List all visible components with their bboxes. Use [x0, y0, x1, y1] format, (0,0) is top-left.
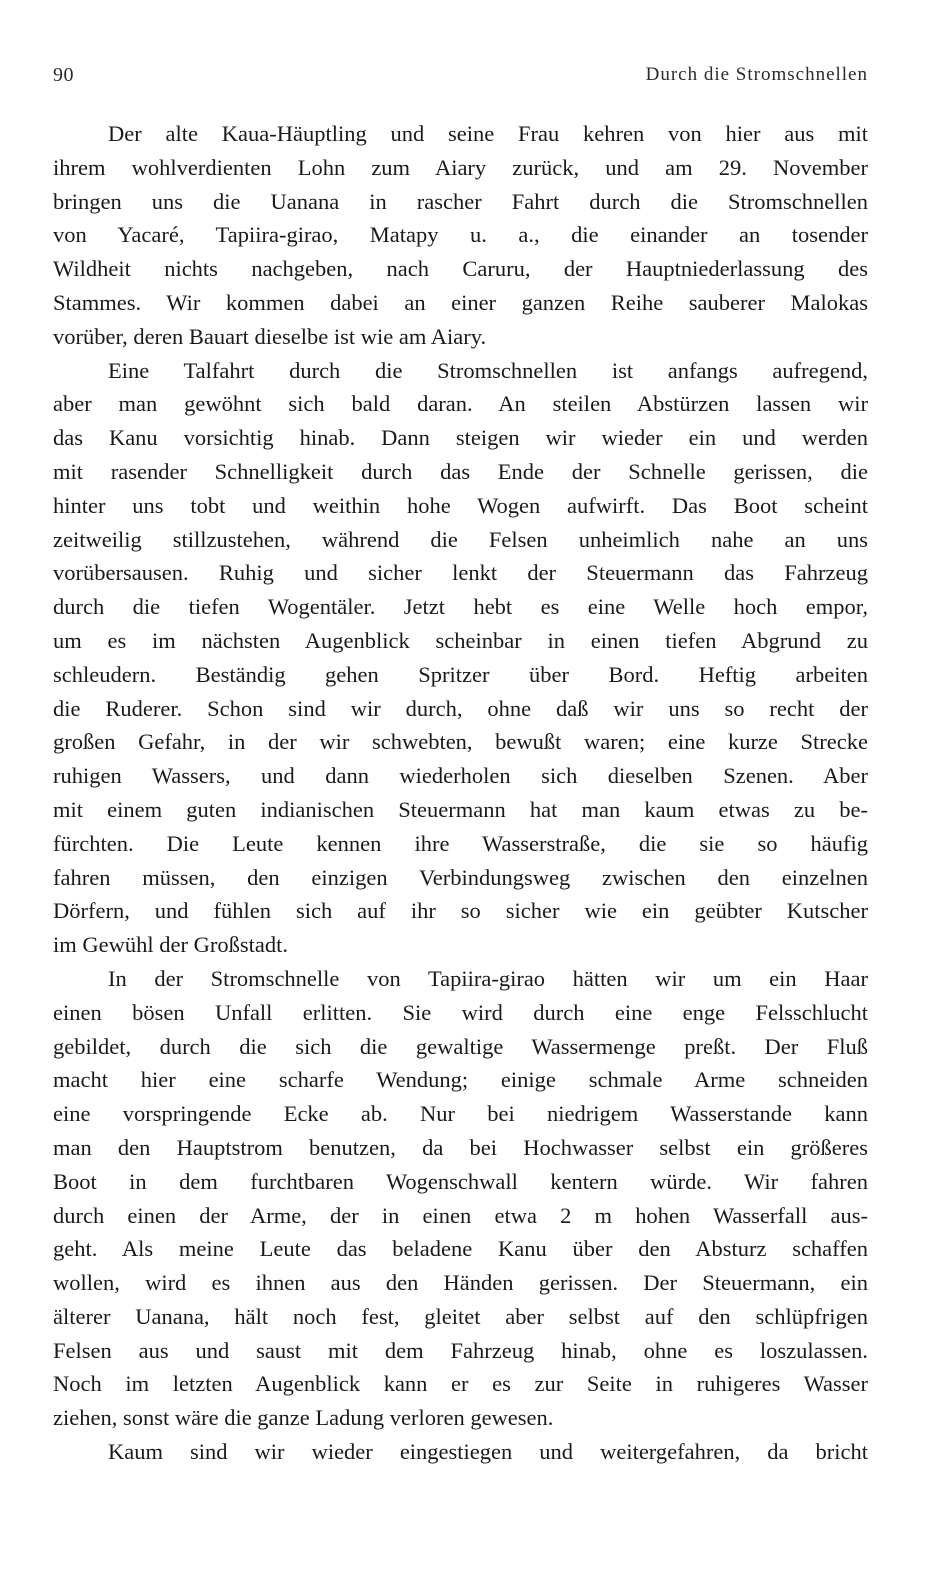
- paragraph: [53, 354, 868, 962]
- text-line: In der Stromschnelle von Tapiira-girao hätten wir um ein Haar: [108, 965, 868, 991]
- text-line: Noch im letzten Augenblick kann er es zur Seite in ruhigeres Wasser: [53, 1371, 868, 1397]
- text-line: ihrem wohlverdienten Lohn zum Aiary zurück, und am 29. November: [53, 154, 868, 180]
- text-line: Wildheit nichts nachgeben, nach Caruru, der Hauptniederlassung des: [53, 256, 868, 282]
- text-line: die Ruderer. Schon sind wir durch, ohne daß wir uns so recht der: [53, 695, 868, 721]
- text-line: vorüber, deren Bauart dieselbe ist wie am Aiary.: [53, 323, 487, 349]
- text-line: älterer Uanana, hält noch fest, gleitet aber selbst auf den schlüpfrigen: [53, 1303, 868, 1329]
- text-line: Felsen aus und saust mit dem Fahrzeug hinab, ohne es loszulassen.: [53, 1337, 868, 1363]
- paragraph: [53, 962, 868, 1435]
- body-text: [53, 117, 868, 1469]
- running-title: Durch die Stromschnellen: [645, 64, 868, 85]
- text-line: Stammes. Wir kommen dabei an einer ganzen Reihe sauberer Malokas: [53, 289, 868, 315]
- text-line: man den Hauptstrom benutzen, da bei Hochwasser selbst ein größeres: [53, 1134, 868, 1160]
- text-line: das Kanu vorsichtig hinab. Dann steigen wir wieder ein und werden: [53, 425, 868, 451]
- text-line: um es im nächsten Augenblick scheinbar in einen tiefen Abgrund zu: [53, 627, 868, 653]
- text-line: durch die tiefen Wogentäler. Jetzt hebt es eine Welle hoch empor,: [53, 594, 868, 620]
- text-line: geht. Als meine Leute das beladene Kanu über den Absturz schaffen: [53, 1236, 868, 1262]
- text-line: ruhigen Wassers, und dann wiederholen sich dieselben Szenen. Aber: [53, 763, 868, 789]
- text-line: eine vorspringende Ecke ab. Nur bei niedrigem Wasserstande kann: [53, 1101, 868, 1127]
- text-line: wollen, wird es ihnen aus den Händen gerissen. Der Steuermann, ein: [53, 1270, 868, 1296]
- text-line: Dörfern, und fühlen sich auf ihr so sicher wie ein geübter Kutscher: [53, 898, 868, 924]
- text-line: aber man gewöhnt sich bald daran. An steilen Abstürzen lassen wir: [53, 391, 868, 417]
- text-line: durch einen der Arme, der in einen etwa 2 m hohen Wasserfall aus-: [53, 1202, 868, 1228]
- text-line: mit einem guten indianischen Steuermann hat man kaum etwas zu be-: [53, 796, 868, 822]
- paragraph: [53, 117, 868, 354]
- running-head: [53, 64, 868, 92]
- text-line: von Yacaré, Tapiira-girao, Matapy u. a., die einander an tosender: [53, 222, 868, 248]
- text-line: im Gewühl der Großstadt.: [53, 932, 288, 958]
- text-line: Eine Talfahrt durch die Stromschnellen ist anfangs aufregend,: [108, 357, 868, 383]
- text-line: hinter uns tobt und weithin hohe Wogen aufwirft. Das Boot scheint: [53, 492, 868, 518]
- text-line: mit rasender Schnelligkeit durch das Ende der Schnelle gerissen, die: [53, 458, 868, 484]
- text-line: fürchten. Die Leute kennen ihre Wasserstraße, die sie so häufig: [53, 830, 868, 856]
- text-line: schleudern. Beständig gehen Spritzer über Bord. Heftig arbeiten: [53, 661, 868, 687]
- text-line: fahren müssen, den einzigen Verbindungsweg zwischen den einzelnen: [53, 864, 868, 890]
- text-line: zeitweilig stillzustehen, während die Felsen unheimlich nahe an uns: [53, 526, 868, 552]
- text-line: großen Gefahr, in der wir schwebten, bewußt waren; eine kurze Strecke: [53, 729, 868, 755]
- page-number: 90: [53, 64, 74, 86]
- text-line: Der alte Kaua-Häuptling und seine Frau kehren von hier aus mit: [108, 121, 868, 146]
- text-line: gebildet, durch die sich die gewaltige Wassermenge preßt. Der Fluß: [53, 1033, 868, 1059]
- text-line: Kaum sind wir wieder eingestiegen und weitergefahren, da bricht: [108, 1439, 868, 1465]
- text-line: Boot in dem furchtbaren Wogenschwall kentern würde. Wir fahren: [53, 1168, 868, 1194]
- paragraph: [53, 1435, 868, 1469]
- text-line: ziehen, sonst wäre die ganze Ladung verloren gewesen.: [53, 1405, 554, 1431]
- text-line: vorübersausen. Ruhig und sicher lenkt der Steuermann das Fahrzeug: [53, 560, 868, 586]
- text-line: macht hier eine scharfe Wendung; einige schmale Arme schneiden: [53, 1067, 868, 1093]
- text-line: einen bösen Unfall erlitten. Sie wird durch eine enge Felsschlucht: [53, 999, 868, 1025]
- text-line: bringen uns die Uanana in rascher Fahrt durch die Stromschnellen: [53, 188, 868, 214]
